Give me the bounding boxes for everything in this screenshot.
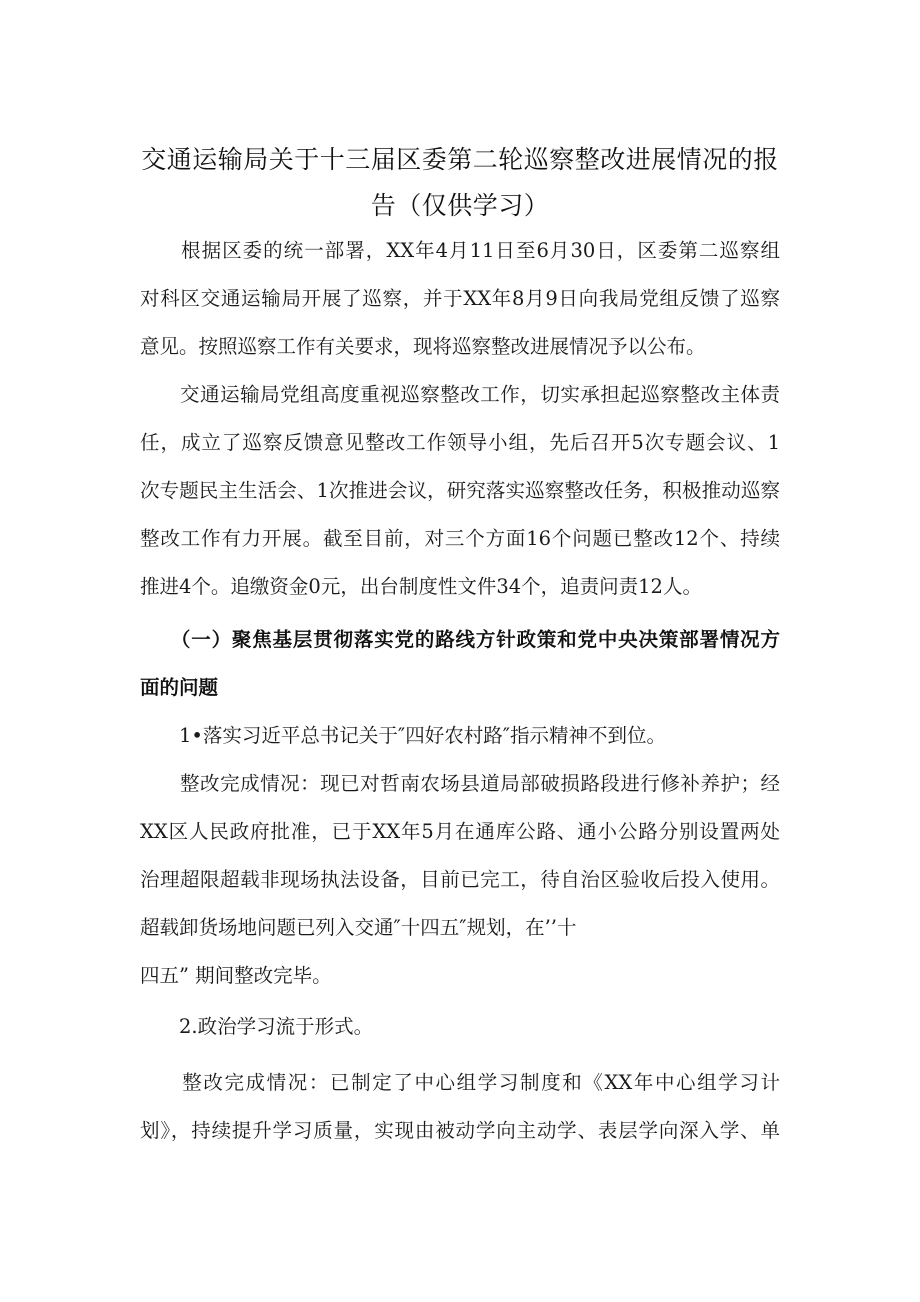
item-heading: 1•落实习近平总书记关于″四好农村路″指示精神不到位。 — [140, 724, 666, 747]
paragraph-line: 划》，持续提升学习质量，实现由被动学向主动学、表层学向深入学、单 — [140, 1119, 780, 1142]
paragraph-line: 超载卸货场地问题已列入交通″十四五″规划，在’’十 — [140, 916, 577, 939]
paragraph-line: 任，成立了巡察反馈意见整改工作领导小组，先后召开5次专题会议、1 — [140, 431, 780, 454]
paragraph-line: 治理超限超载非现场执法设备，目前已完工，待自治区验收后投入使用。 — [140, 868, 780, 891]
paragraph-line: 次专题民主生活会、1次推进会议，研究落实巡察整改任务，积极推动巡察 — [140, 479, 780, 502]
paragraph-line: 整改完成情况：已制定了中心组学习制度和《XX年中心组学习计 — [140, 1071, 780, 1094]
paragraph-line: 意见。按照巡察工作有关要求，现将巡察整改进展情况予以公布。 — [140, 335, 706, 358]
paragraph-line: 交通运输局党组高度重视巡察整改工作，切实承担起巡察整改主体责 — [140, 383, 780, 406]
document-title-line-2: 告（仅供学习） — [370, 191, 550, 220]
section-heading-line: 面的问题 — [140, 676, 219, 699]
paragraph-line: 根据区委的统一部署，XX年4月11日至6月30日，区委第二巡察组 — [140, 239, 780, 262]
paragraph-line: 对科区交通运输局开展了巡察，并于XX年8月9日向我局党组反馈了巡察 — [140, 287, 780, 310]
paragraph-line: 整改工作有力开展。截至目前，对三个方面16个问题已整改12个、持续 — [140, 527, 780, 550]
paragraph-line: XX区人民政府批准，已于XX年5月在通库公路、通小公路分别设置两处 — [140, 820, 780, 843]
paragraph-line: 整改完成情况：现已对哲南农场县道局部破损路段进行修补养护；经 — [140, 772, 780, 795]
section-heading-line: （一）聚焦基层贯彻落实党的路线方针政策和党中央决策部署情况方 — [140, 628, 780, 651]
document-title-line-1: 交通运输局关于十三届区委第二轮巡察整改进展情况的报 — [141, 145, 779, 174]
paragraph-line: 四五” 期间整改完毕。 — [140, 964, 332, 987]
paragraph-line: 推进4个。追缴资金0元，出台制度性文件34个，追责问责12人。 — [140, 575, 702, 598]
item-heading: 2.政治学习流于形式。 — [140, 1015, 374, 1038]
